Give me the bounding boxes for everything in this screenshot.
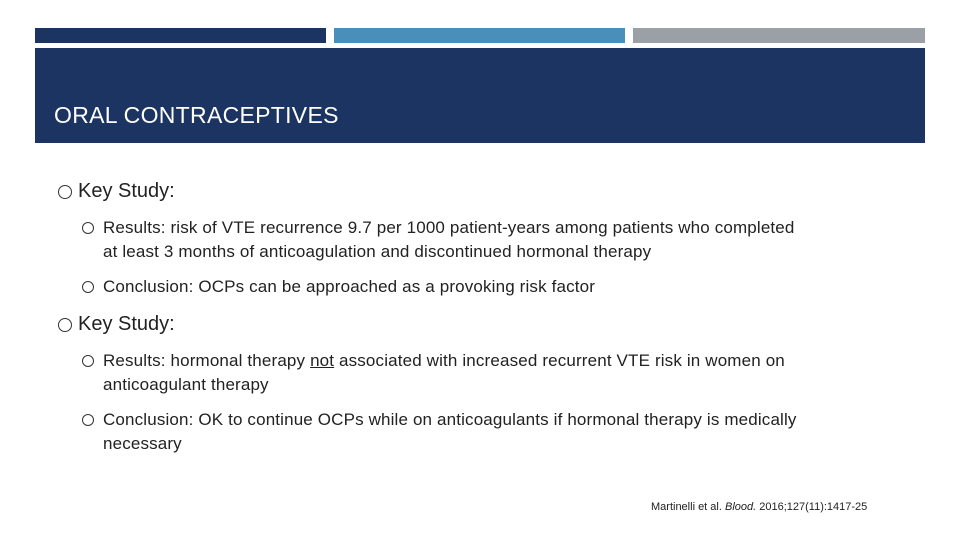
circle-bullet-icon (58, 318, 72, 332)
bullet-point: Conclusion: OCPs can be approached as a provoking risk factor (56, 275, 926, 299)
bullet-point: Conclusion: OK to continue OCPs while on anticoagulants if hormonal therapy is medically necessary (56, 408, 926, 456)
circle-bullet-icon (82, 222, 94, 234)
emphasis-not: not (310, 351, 335, 370)
top-accent-bar-navy (35, 28, 326, 43)
bullet-point: Results: hormonal therapy not associated with increased recurrent VTE risk in women on anticoagulant therapy (56, 349, 926, 397)
section-heading: Key Study: (56, 311, 926, 337)
circle-bullet-icon (82, 355, 94, 367)
slide-body (56, 178, 926, 456)
slide-header (35, 48, 925, 143)
circle-bullet-icon (82, 281, 94, 293)
circle-bullet-icon (58, 185, 72, 199)
journal-name: Blood. (724, 501, 757, 513)
slide-title: ORAL CONTRACEPTIVES (54, 102, 339, 128)
citation-reference: Martinelli et al. Blood. 2016;127(11):1417-25 (651, 501, 868, 513)
bullet-point: Results: risk of VTE recurrence 9.7 per 1000 patient-years among patients who completed at least 3 months of anticoagulation and discontinued hormonal therapy (56, 216, 926, 264)
top-accent-bar-gray (633, 28, 925, 43)
circle-bullet-icon (82, 414, 94, 426)
top-accent-bar-blue (334, 28, 625, 43)
section-heading: Key Study: (56, 178, 926, 204)
